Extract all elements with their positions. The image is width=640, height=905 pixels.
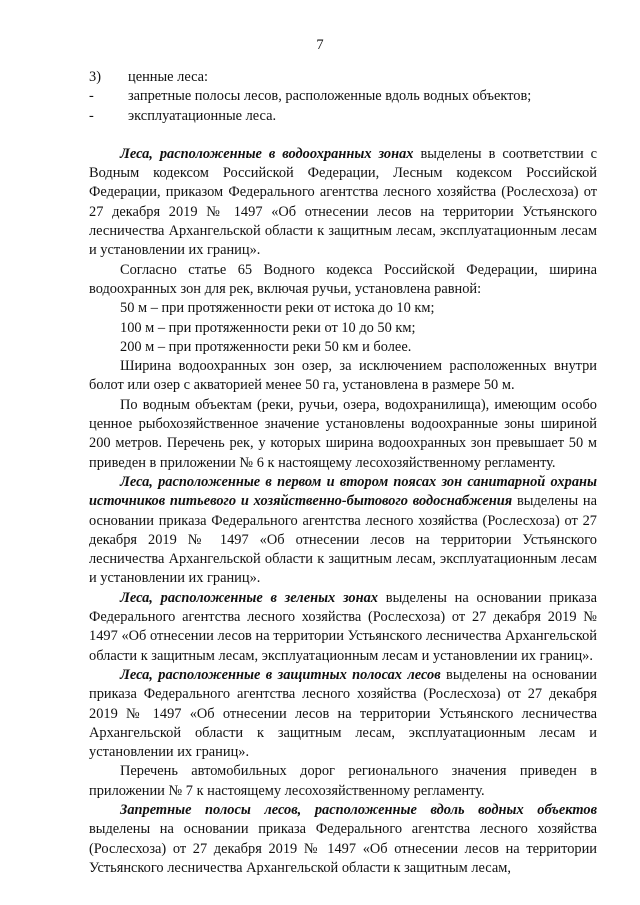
page-number: 7 bbox=[316, 37, 324, 53]
document-body bbox=[89, 68, 597, 878]
list-item bbox=[89, 87, 597, 106]
paragraph-heading: Леса, расположенные в защитных полосах лесов bbox=[120, 666, 441, 683]
list-item-text: запретные полосы лесов, расположенные вдоль водных объектов; bbox=[128, 88, 532, 105]
paragraph-heading: Запретные полосы лесов, расположенные вдоль водных объектов bbox=[120, 801, 597, 818]
paragraph-lakes: Ширина водоохранных зон озер, за исключением расположенных внутри болот или озер с акваторией менее 50 га, установлена в размере 50 м. bbox=[89, 358, 597, 394]
list-marker: - bbox=[89, 88, 94, 105]
paragraph-sanitary-protection-zones bbox=[89, 473, 597, 589]
paragraph-text: выделены на основании приказа Федерального агентства лесного хозяйства (Рослесхоза) от 27 декабря 2019 № 1497 «Об отнесении лесов на территории Устьянского лесничества Архангельской области к защитным лесам, эксплуатационным лесам и установлении их границ». bbox=[89, 589, 598, 664]
paragraph-heading: Леса, расположенные в первом и втором поясах зон санитарной охраны источников питьевого и хозяйственно-бытового водоснабжения bbox=[89, 473, 597, 510]
zone-width-item: 200 м – при протяженности реки 50 км и более. bbox=[120, 338, 412, 355]
list-item-text: эксплуатационные леса. bbox=[128, 107, 277, 124]
paragraph-regional-roads: Перечень автомобильных дорог регионального значения приведен в приложении № 7 к настоящему лесохозяйственному регламенту. bbox=[89, 763, 597, 799]
paragraph-heading: Леса, расположенные в зеленых зонах bbox=[120, 589, 379, 606]
paragraph-water-protection-zones bbox=[89, 145, 597, 261]
section-gap bbox=[89, 126, 597, 145]
list-marker: - bbox=[89, 107, 94, 124]
list-marker: 3) bbox=[89, 69, 101, 85]
paragraph-text: выделены в соответствии с Водным кодексом Российской Федерации, Лесным кодексом Российской Федерации, приказом Федерального агентства лесного хозяйства (Рослесхоза) от 27 декабря 2019 № 1497 «Об отнесении лесов на территории Устьянского лесничества Архангельской области к защитным лесам, эксплуатационным лесам и установлении их границ». bbox=[89, 145, 597, 259]
zone-width-item: 100 м – при протяженности реки от 10 до 50 км; bbox=[120, 319, 416, 336]
paragraph-protective-strips bbox=[89, 666, 597, 762]
zone-width-item: 50 м – при протяженности реки от истока до 10 км; bbox=[120, 300, 435, 317]
paragraph-text: выделены на основании приказа Федерального агентства лесного хозяйства (Рослесхоза) от 27 декабря 2019 № 1497 «Об отнесении лесов на территории Устьянского лесничества Архангельской области к защитным лесам, эксплуатационным лесам и установлении их границ». bbox=[89, 666, 597, 761]
paragraph-fishery-water-bodies: По водным объектам (реки, ручьи, озера, водохранилища), имеющим особо ценное рыбохозяйственное значение установлены водоохранные зоны шириной 200 метров. Перечень рек, у которых ширина водоохранных зон превышает 50 м приведен в приложении № 6 к настоящему лесохозяйственному регламенту. bbox=[89, 396, 597, 471]
paragraph-green-zones bbox=[89, 589, 597, 666]
paragraph-text: выделены на основании приказа Федерального агентства лесного хозяйства (Рослесхоза) от 27 декабря 2019 № 1497 «Об отнесении лесов на территории Устьянского лесничества Архангельской области к защитным лесам, эксплуатационным лесам и установлении их границ». bbox=[89, 493, 597, 587]
paragraph-article-65: Согласно статье 65 Водного кодекса Российской Федерации, ширина водоохранных зон для рек, включая ручьи, установлена равной: bbox=[89, 261, 597, 297]
list-item bbox=[89, 68, 597, 87]
paragraph-heading: Леса, расположенные в водоохранных зонах bbox=[120, 145, 414, 162]
list-item-text: ценные леса: bbox=[128, 69, 209, 85]
list-item bbox=[89, 107, 597, 126]
paragraph-text: выделены на основании приказа Федерального агентства лесного хозяйства (Рослесхоза) от 27 декабря 2019 № 1497 «Об отнесении лесов на территории Устьянского лесничества Архангельской области к защитным лесам, bbox=[89, 821, 597, 876]
paragraph-forbidden-strips bbox=[89, 801, 597, 878]
